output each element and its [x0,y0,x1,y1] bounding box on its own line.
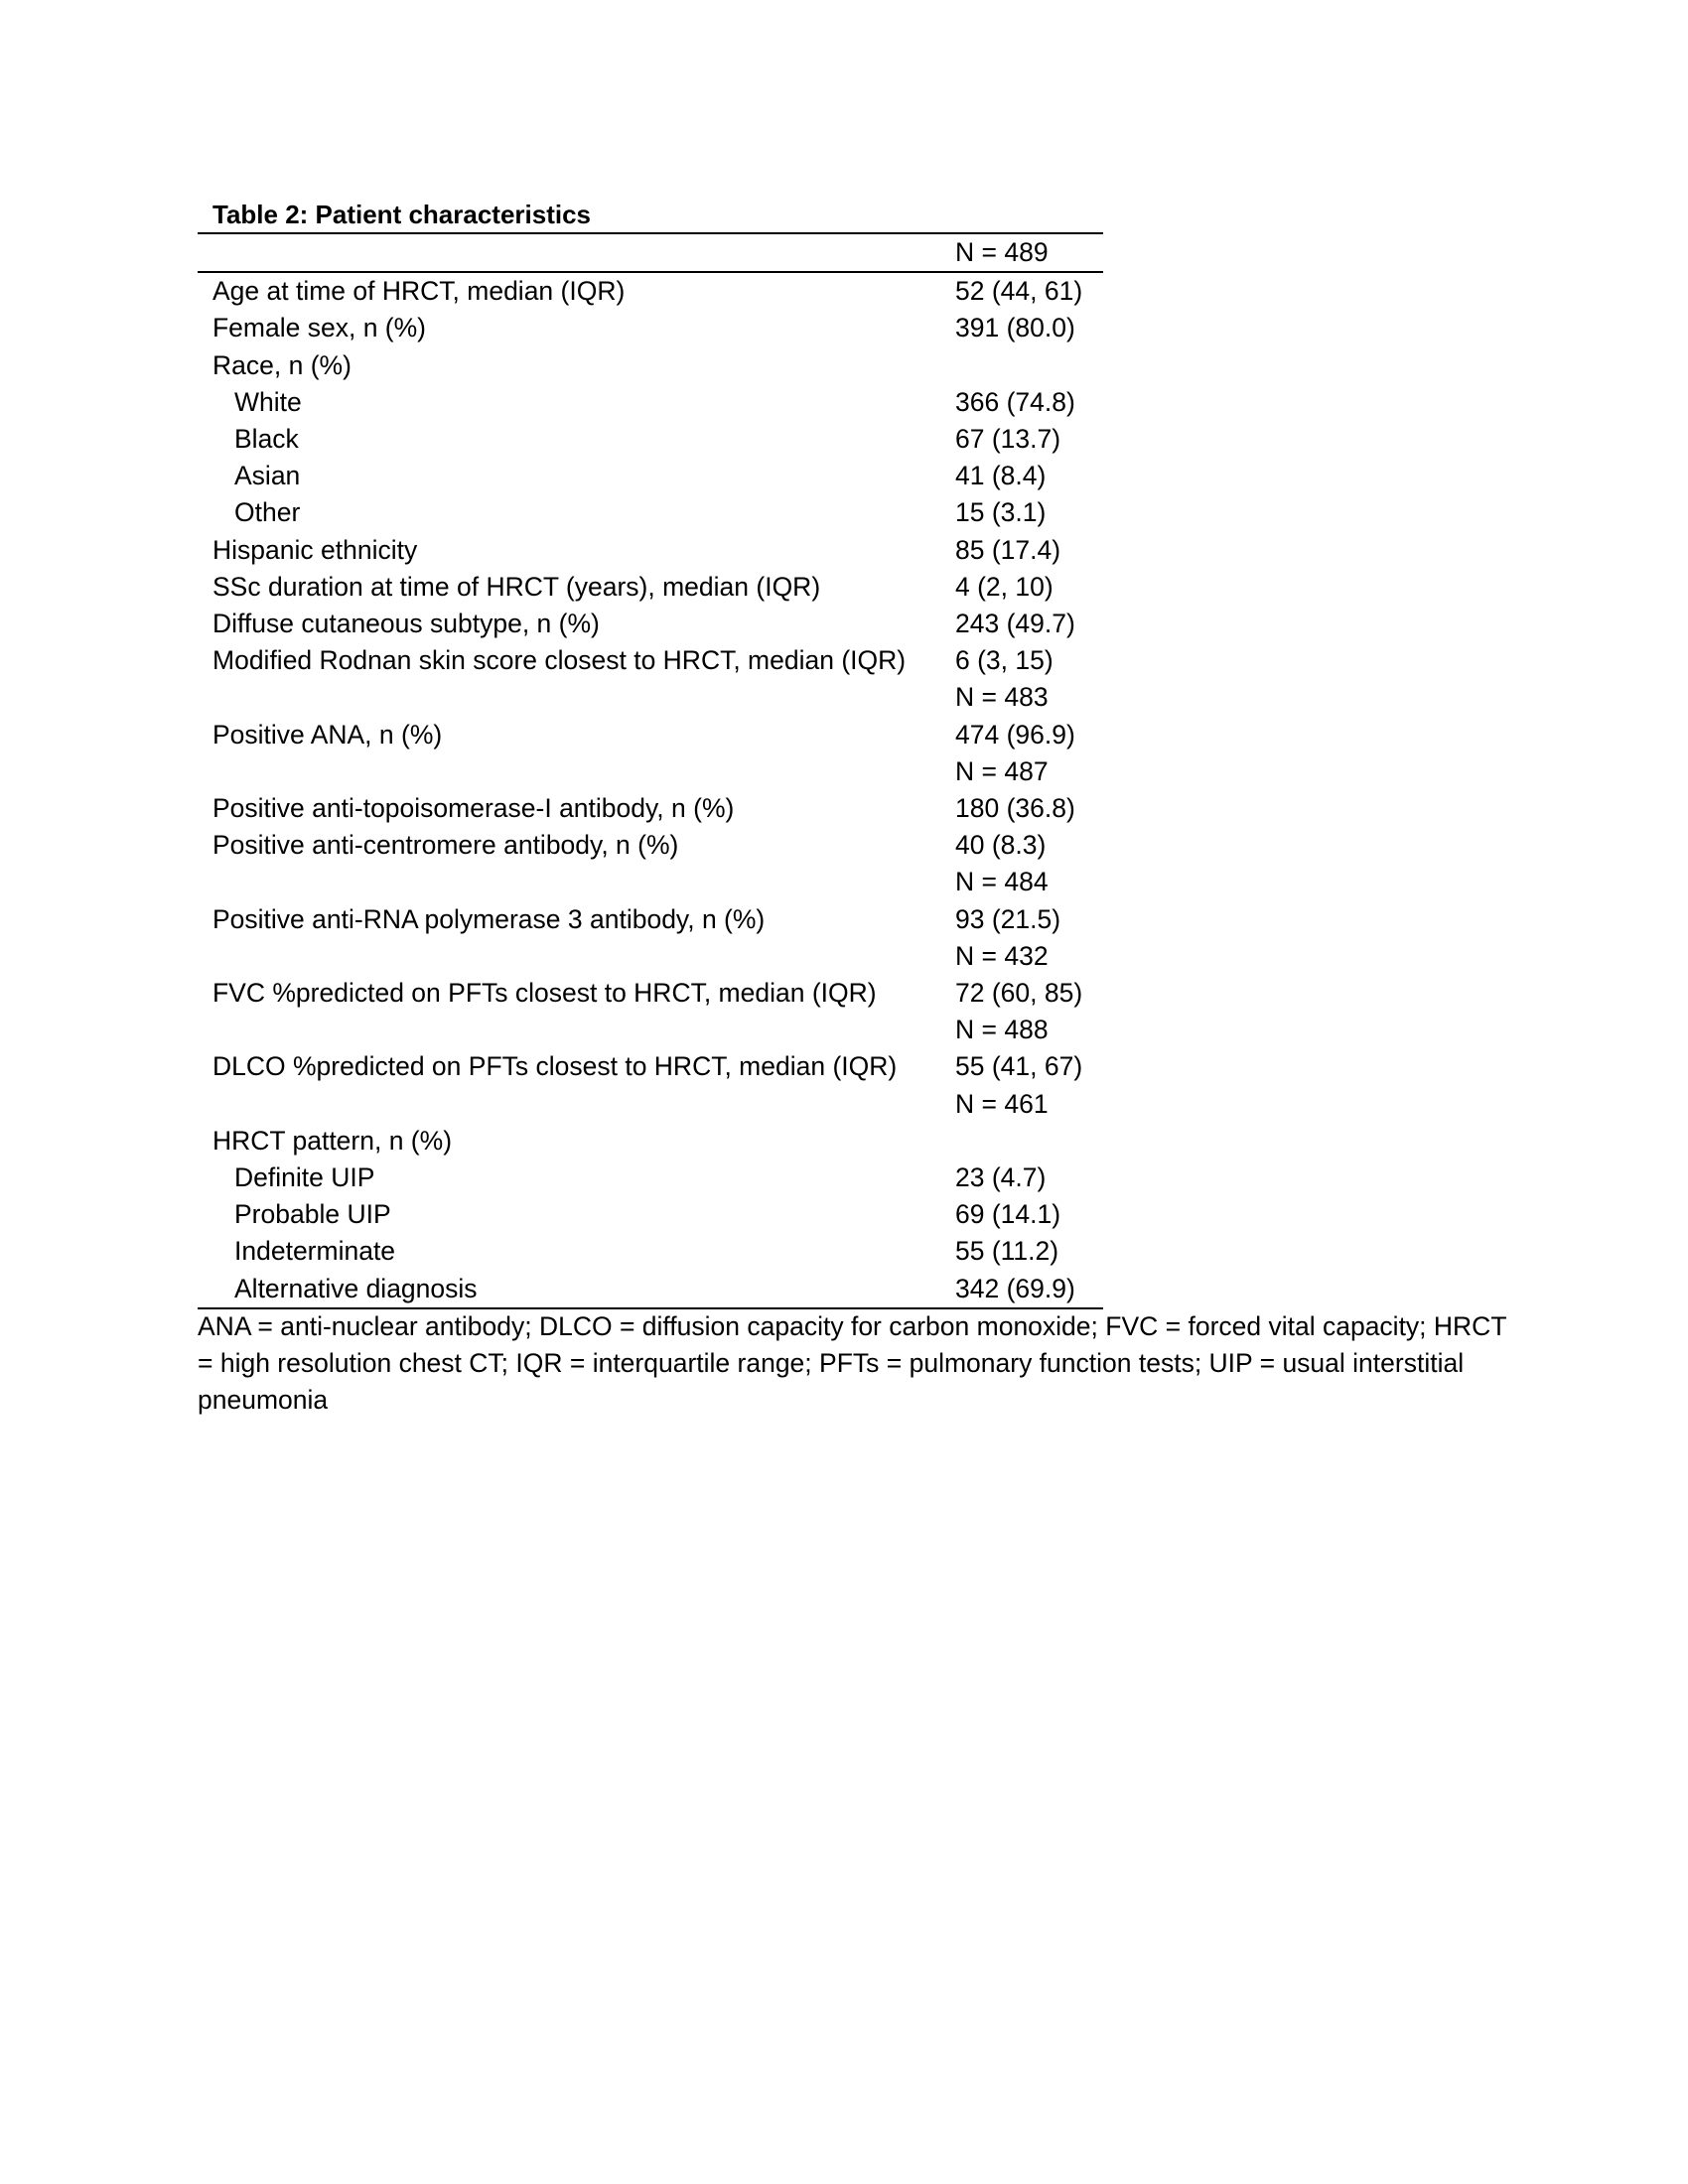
row-value: 6 (3, 15) [955,645,1054,676]
table-title: Table 2: Patient characteristics [212,200,592,229]
table-row [198,1123,1103,1160]
table-row [198,1012,1103,1048]
table-row [198,938,1103,975]
row-value: N = 432 [955,940,1049,971]
row-label [198,1012,938,1048]
table-row [198,975,1103,1012]
table-row [198,494,1103,531]
row-value: 40 (8.3) [955,830,1047,861]
table-row [198,642,1103,679]
row-label: Definite UIP [234,1162,375,1193]
table-row [198,1086,1103,1123]
row-label: Diffuse cutaneous subtype, n (%) [212,609,600,639]
table-row [198,827,1103,864]
row-value: 391 (80.0) [955,313,1075,343]
row-value: N = 461 [955,1088,1049,1119]
row-label: Indeterminate [234,1236,396,1267]
table-row [198,421,1103,458]
table-header-row [198,233,1103,272]
row-value: 243 (49.7) [955,609,1075,639]
table-row [198,790,1103,827]
table-row [198,1048,1103,1085]
row-label: SSc duration at time of HRCT (years), median (IQR) [212,571,821,602]
table-row [198,458,1103,494]
row-label: Probable UIP [234,1199,391,1230]
row-label: Positive anti-RNA polymerase 3 antibody, n (%) [212,903,766,934]
row-label: HRCT pattern, n (%) [212,1125,453,1156]
row-value: 474 (96.9) [955,719,1075,750]
row-label [198,1086,938,1123]
row-label [198,679,938,716]
row-label: Modified Rodnan skin score closest to HRCT, median (IQR) [212,645,907,676]
table-row [198,679,1103,716]
row-label [198,864,938,900]
table-row [198,717,1103,753]
row-value: 85 (17.4) [955,534,1061,565]
table-row [198,1271,1103,1308]
table-row [198,606,1103,642]
header-label-cell [198,233,938,272]
row-value: N = 483 [955,682,1049,713]
row-label: Other [234,497,301,528]
table-row [198,272,1103,310]
row-value: 180 (36.8) [955,793,1075,824]
row-label: Positive anti-centromere antibody, n (%) [212,830,679,861]
table-row [198,753,1103,790]
row-label: Asian [234,461,301,491]
row-label: Age at time of HRCT, median (IQR) [198,272,938,310]
table-block [198,197,1103,1309]
row-value [938,347,1103,384]
row-value: N = 484 [955,867,1049,897]
row-label: Black [234,424,299,455]
row-value: 55 (41, 67) [955,1051,1083,1082]
row-label: DLCO %predicted on PFTs closest to HRCT, median (IQR) [212,1051,898,1082]
row-value: 366 (74.8) [955,386,1075,417]
row-value: 93 (21.5) [955,903,1061,934]
row-label [198,938,938,975]
row-value: 69 (14.1) [955,1199,1061,1230]
row-label [198,753,938,790]
row-label: Female sex, n (%) [212,313,427,343]
row-label: White [234,386,302,417]
row-value: 55 (11.2) [955,1236,1059,1267]
table-row [198,1196,1103,1233]
table-row [198,347,1103,384]
row-value: 67 (13.7) [955,424,1061,455]
table-row [198,1160,1103,1196]
table-footnote: ANA = anti-nuclear antibody; DLCO = diffusion capacity for carbon monoxide; FVC = forced vital capacity; HRCT = high resolution chest CT; IQR = interquartile range; PFTs = pulmonary function tests; UIP = usual interstitial pneumonia [198,1311,1507,1416]
row-label: Positive ANA, n (%) [212,719,443,750]
row-value: 342 (69.9) [938,1271,1103,1308]
row-value: 15 (3.1) [955,497,1047,528]
table-row [198,532,1103,569]
row-value: 41 (8.4) [955,461,1047,491]
table-row [198,901,1103,938]
row-value: 23 (4.7) [955,1162,1047,1193]
row-value: 52 (44, 61) [938,272,1103,310]
row-value [938,1123,1103,1160]
table-row [198,569,1103,606]
row-label: Hispanic ethnicity [212,534,418,565]
row-label: Race, n (%) [212,349,352,380]
patient-characteristics-table [198,232,1103,1309]
row-label: Positive anti-topoisomerase-I antibody, n (%) [212,793,735,824]
header-value-cell: N = 489 [938,233,1103,272]
row-label: FVC %predicted on PFTs closest to HRCT, median (IQR) [212,978,877,1009]
table-row [198,1233,1103,1270]
row-value: 4 (2, 10) [955,571,1054,602]
row-value: N = 488 [955,1015,1049,1045]
table-row [198,864,1103,900]
row-label: Alternative diagnosis [198,1271,938,1308]
table-row [198,310,1103,346]
table-row [198,384,1103,421]
row-value: 72 (60, 85) [955,978,1083,1009]
row-value: N = 487 [955,755,1049,786]
